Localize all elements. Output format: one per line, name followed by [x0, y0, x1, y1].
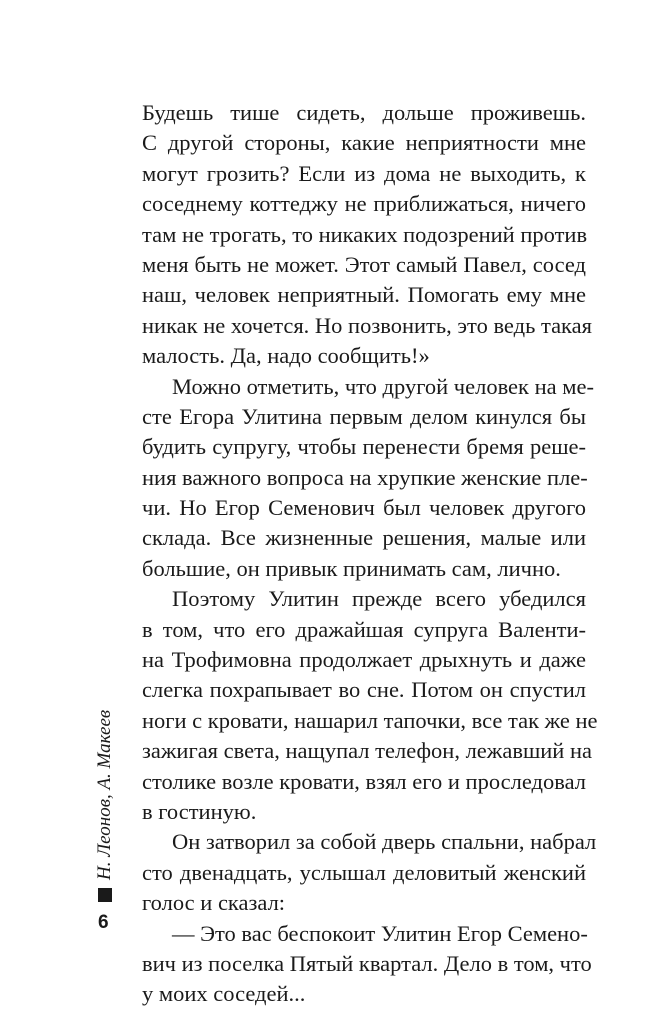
- text-line: слегка похрапывает во сне. Потом он спустил: [142, 677, 586, 703]
- text-line: могут грозить? Если из дома не выходить, к: [142, 160, 586, 186]
- text-line: у моих соседей...: [142, 981, 306, 1007]
- text-line: голос и сказал:: [142, 890, 286, 916]
- text-line: в том, что его дражайшая супруга Валенти-: [142, 616, 586, 642]
- text-line: малость. Да, надо сообщить!»: [142, 343, 430, 369]
- text-line: большие, он привык принимать сам, лично.: [142, 555, 561, 581]
- text-line: чи. Но Егор Семенович был человек другого: [142, 495, 586, 521]
- text-line: сто двенадцать, услышал деловитый женский: [142, 859, 586, 885]
- text-line: наш, человек неприятный. Помогать ему мне: [142, 282, 586, 308]
- text-line: склада. Все жизненные решения, малые или: [142, 525, 586, 551]
- text-line: на Трофимовна продолжает дрыхнуть и даже: [142, 647, 586, 673]
- page-number: 6: [98, 912, 109, 933]
- text-line: вич из поселка Пятый квартал. Дело в том, что: [142, 950, 592, 976]
- text-line: никак не хочется. Но позвонить, это ведь такая: [142, 312, 592, 338]
- text-line: соседнему коттеджу не приближаться, ничего: [142, 191, 586, 217]
- text-line: там не трогать, то никаких подозрений против: [142, 221, 588, 247]
- text-line: ноги с кровати, нашарил тапочки, все так же не: [142, 707, 598, 733]
- text-line: — Это вас беспокоит Улитин Егор Семено-: [172, 920, 588, 946]
- text-line: Будешь тише сидеть, дольше проживешь.: [142, 100, 586, 125]
- running-head-authors: Н. Леонов, А. Макеев: [94, 709, 115, 880]
- text-line: ния важного вопроса на хрупкие женские пле-: [142, 464, 588, 490]
- text-line: С другой стороны, какие неприятности мне: [142, 130, 586, 156]
- text-line: Можно отметить, что другой человек на ме-: [172, 373, 594, 399]
- text-line: Он затворил за собой дверь спальни, набрал: [172, 829, 597, 855]
- text-line: зажигая света, нащупал телефон, лежавший на: [142, 738, 592, 764]
- text-line: Поэтому Улитин прежде всего убедился: [172, 586, 586, 612]
- text-line: сте Егора Улитина первым делом кинулся бы: [142, 403, 586, 429]
- square-marker-icon: [98, 888, 112, 902]
- text-line: меня быть не может. Этот самый Павел, сосед: [142, 251, 586, 277]
- text-line: столике возле кровати, взял его и проследовал: [142, 768, 586, 794]
- text-line: в гостиную.: [142, 798, 257, 824]
- book-text: [142, 98, 598, 1010]
- text-line: будить супругу, чтобы перенести бремя реше-: [142, 434, 586, 460]
